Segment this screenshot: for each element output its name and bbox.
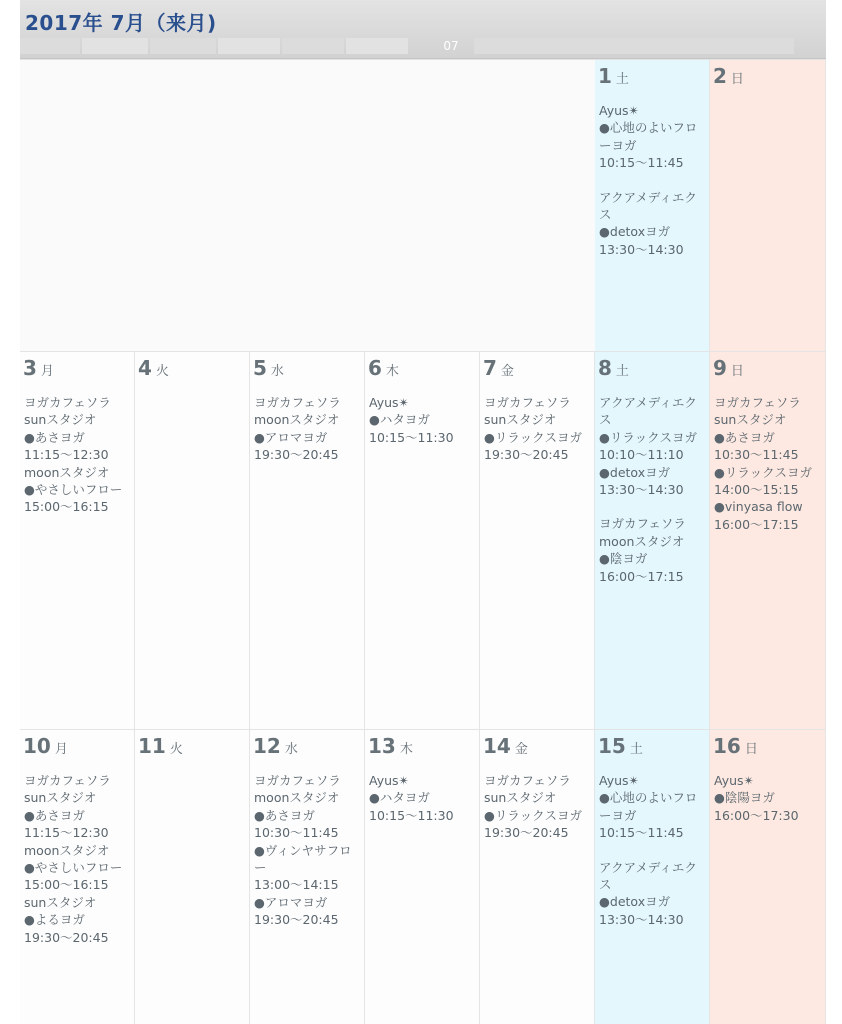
- day-of-week: 水: [284, 742, 298, 757]
- event-line[interactable]: 19:30〜20:45: [484, 825, 569, 841]
- event-line[interactable]: 14:00〜15:15: [714, 482, 799, 498]
- event-line[interactable]: アクアメディエク: [599, 395, 697, 410]
- day-cell-4[interactable]: [135, 351, 250, 729]
- event-line[interactable]: 19:30〜20:45: [484, 447, 569, 463]
- calendar: [20, 0, 826, 1024]
- event-line[interactable]: ●心地のよいフロ: [599, 790, 698, 806]
- event-line[interactable]: Ayus✴: [599, 773, 640, 788]
- event-list: [24, 394, 132, 516]
- event-line[interactable]: ス: [599, 207, 612, 223]
- event-list: [599, 772, 707, 928]
- event-line[interactable]: moonスタジオ: [254, 790, 340, 806]
- event-line[interactable]: ●陰陽ヨガ: [714, 790, 775, 806]
- day-cell-12[interactable]: [250, 729, 365, 1024]
- day-number: 6: [368, 356, 382, 380]
- event-list: [484, 394, 592, 464]
- event-line[interactable]: sunスタジオ: [484, 412, 557, 428]
- empty-day-cell: [20, 59, 595, 351]
- event-line[interactable]: 10:15〜11:45: [599, 825, 684, 841]
- event-list: [24, 772, 132, 946]
- day-header: [598, 734, 643, 758]
- day-header: [483, 734, 528, 758]
- event-spacer: [599, 498, 707, 515]
- event-line[interactable]: 13:30〜14:30: [599, 911, 684, 927]
- event-line[interactable]: 10:30〜11:45: [254, 825, 339, 841]
- event-line[interactable]: ●やさしいフロー: [24, 482, 123, 498]
- day-cell-1[interactable]: [595, 59, 710, 351]
- day-header: [483, 356, 514, 380]
- day-cell-10[interactable]: [20, 729, 135, 1024]
- event-line[interactable]: ヨガカフェソラ: [254, 395, 341, 410]
- event-line[interactable]: 10:15〜11:30: [369, 807, 454, 823]
- event-line[interactable]: 10:15〜11:45: [599, 155, 684, 171]
- event-line[interactable]: sunスタジオ: [714, 412, 787, 428]
- month-title: 2017年 7月（来月): [25, 11, 217, 35]
- day-number: 3: [23, 356, 37, 380]
- event-line[interactable]: ●あさヨガ: [714, 429, 775, 445]
- day-number: 10: [23, 734, 51, 758]
- event-list: [369, 394, 477, 446]
- calendar-header: [20, 0, 826, 59]
- month-scroller[interactable]: [20, 38, 800, 54]
- event-line[interactable]: 10:15〜11:30: [369, 429, 454, 445]
- event-line[interactable]: moonスタジオ: [24, 464, 110, 480]
- day-number: 15: [598, 734, 626, 758]
- day-cell-16[interactable]: [710, 729, 826, 1024]
- day-header: [598, 64, 629, 88]
- event-list: [599, 394, 707, 585]
- event-line[interactable]: ●よるヨガ: [24, 912, 85, 928]
- event-line[interactable]: ●リラックスヨガ: [599, 429, 698, 445]
- event-line[interactable]: Ayus✴: [369, 395, 410, 410]
- event-list: [714, 394, 823, 533]
- event-line[interactable]: ヨガカフェソラ: [484, 773, 571, 788]
- day-number: 12: [253, 734, 281, 758]
- event-line[interactable]: 16:00〜17:15: [714, 516, 799, 532]
- day-number: 2: [713, 64, 727, 88]
- event-line[interactable]: 13:30〜14:30: [599, 482, 684, 498]
- event-line[interactable]: 19:30〜20:45: [24, 929, 109, 945]
- day-cell-13[interactable]: [365, 729, 480, 1024]
- day-of-week: 水: [270, 364, 284, 379]
- event-line[interactable]: ーヨガ: [599, 137, 637, 153]
- day-cell-9[interactable]: [710, 351, 826, 729]
- event-line[interactable]: moonスタジオ: [24, 842, 110, 858]
- event-line[interactable]: Ayus✴: [369, 773, 410, 788]
- day-number: 5: [253, 356, 267, 380]
- event-line[interactable]: moonスタジオ: [254, 412, 340, 428]
- day-number: 11: [138, 734, 166, 758]
- event-line[interactable]: ヨガカフェソラ: [24, 395, 111, 410]
- day-of-week: 金: [514, 742, 528, 757]
- event-list: [369, 772, 477, 824]
- event-line[interactable]: 15:00〜16:15: [24, 499, 109, 515]
- day-of-week: 木: [399, 742, 413, 757]
- day-number: 16: [713, 734, 741, 758]
- event-line[interactable]: sunスタジオ: [484, 790, 557, 806]
- event-spacer: [599, 842, 707, 859]
- event-line[interactable]: 16:00〜17:30: [714, 807, 799, 823]
- current-month-indicator[interactable]: 07: [443, 39, 459, 53]
- day-cell-7[interactable]: [480, 351, 595, 729]
- day-cell-14[interactable]: [480, 729, 595, 1024]
- event-line[interactable]: ヨガカフェソラ: [24, 773, 111, 788]
- event-line[interactable]: ●陰ヨガ: [599, 551, 648, 567]
- event-line[interactable]: ●あさヨガ: [254, 807, 315, 823]
- day-of-week: 金: [500, 364, 514, 379]
- event-list: [714, 772, 823, 824]
- day-cell-3[interactable]: [20, 351, 135, 729]
- event-line[interactable]: ●アロマヨガ: [254, 894, 328, 910]
- day-number: 14: [483, 734, 511, 758]
- day-of-week: 土: [615, 364, 629, 379]
- day-of-week: 日: [730, 364, 744, 379]
- event-line[interactable]: sunスタジオ: [24, 412, 97, 428]
- event-line[interactable]: sunスタジオ: [24, 790, 97, 806]
- event-list: [599, 102, 707, 258]
- event-line[interactable]: ヨガカフェソラ: [254, 773, 341, 788]
- event-line[interactable]: 15:00〜16:15: [24, 877, 109, 893]
- day-of-week: 月: [54, 742, 68, 757]
- event-line[interactable]: 11:15〜12:30: [24, 825, 109, 841]
- event-line[interactable]: ーヨガ: [599, 807, 637, 823]
- day-header: [23, 734, 68, 758]
- event-line[interactable]: ●やさしいフロー: [24, 860, 123, 876]
- day-header: [368, 356, 399, 380]
- event-list: [254, 394, 362, 464]
- event-line[interactable]: ●アロマヨガ: [254, 429, 328, 445]
- event-line[interactable]: ●あさヨガ: [24, 429, 85, 445]
- day-number: 1: [598, 64, 612, 88]
- event-line[interactable]: ●detoxヨガ: [599, 224, 671, 240]
- calendar-week: [20, 59, 826, 351]
- event-line[interactable]: ●リラックスヨガ: [714, 464, 813, 480]
- event-line[interactable]: アクアメディエク: [599, 859, 697, 875]
- day-header: [713, 356, 744, 380]
- day-of-week: 土: [629, 742, 643, 757]
- event-line[interactable]: アクアメディエク: [599, 189, 697, 205]
- day-number: 9: [713, 356, 727, 380]
- event-line[interactable]: 13:30〜14:30: [599, 241, 684, 257]
- event-line[interactable]: ●detoxヨガ: [599, 464, 671, 480]
- day-of-week: 土: [615, 72, 629, 87]
- event-line[interactable]: sunスタジオ: [24, 894, 97, 910]
- day-number: 7: [483, 356, 497, 380]
- day-header: [253, 734, 298, 758]
- day-cell-5[interactable]: [250, 351, 365, 729]
- event-list: [484, 772, 592, 842]
- day-header: [713, 734, 758, 758]
- event-line[interactable]: ●リラックスヨガ: [484, 429, 583, 445]
- event-line[interactable]: 13:00〜14:15: [254, 877, 339, 893]
- day-header: [253, 356, 284, 380]
- event-line[interactable]: ●心地のよいフロ: [599, 120, 698, 136]
- event-line[interactable]: 10:30〜11:45: [714, 447, 799, 463]
- day-cell-11[interactable]: [135, 729, 250, 1024]
- day-header: [368, 734, 413, 758]
- event-line[interactable]: 11:15〜12:30: [24, 447, 109, 463]
- day-header: [23, 356, 54, 380]
- event-line[interactable]: ●detoxヨガ: [599, 894, 671, 910]
- day-header: [138, 356, 169, 380]
- day-of-week: 火: [169, 742, 183, 757]
- day-cell-2[interactable]: [710, 59, 826, 351]
- event-line[interactable]: ●ハタヨガ: [369, 412, 430, 428]
- event-line[interactable]: ●ヴィンヤサフロ: [254, 842, 352, 858]
- day-of-week: 月: [40, 364, 54, 379]
- event-spacer: [599, 172, 707, 189]
- day-header: [598, 356, 629, 380]
- event-line[interactable]: ●リラックスヨガ: [484, 807, 583, 823]
- event-list: [254, 772, 362, 929]
- day-number: 13: [368, 734, 396, 758]
- event-line[interactable]: ヨガカフェソラ: [714, 395, 801, 410]
- event-line[interactable]: ヨガカフェソラ: [599, 516, 686, 532]
- day-cell-8[interactable]: [595, 351, 710, 729]
- day-of-week: 火: [155, 364, 169, 379]
- event-line[interactable]: 16:00〜17:15: [599, 568, 684, 584]
- day-header: [138, 734, 183, 758]
- event-line[interactable]: ス: [599, 877, 612, 893]
- event-line[interactable]: ●vinyasa flow: [714, 499, 803, 515]
- calendar-week: [20, 729, 826, 1024]
- day-of-week: 日: [730, 72, 744, 87]
- event-line[interactable]: Ayus✴: [599, 103, 640, 118]
- day-cell-15[interactable]: [595, 729, 710, 1024]
- event-line[interactable]: moonスタジオ: [599, 533, 685, 549]
- event-line[interactable]: ●あさヨガ: [24, 807, 85, 823]
- day-number: 4: [138, 356, 152, 380]
- calendar-week: [20, 351, 826, 729]
- day-of-week: 木: [385, 364, 399, 379]
- event-line[interactable]: ス: [599, 412, 612, 428]
- event-line[interactable]: ヨガカフェソラ: [484, 395, 571, 410]
- day-number: 8: [598, 356, 612, 380]
- event-line[interactable]: ー: [254, 860, 267, 876]
- event-line[interactable]: 19:30〜20:45: [254, 912, 339, 928]
- event-line[interactable]: 10:10〜11:10: [599, 447, 684, 463]
- day-cell-6[interactable]: [365, 351, 480, 729]
- event-line[interactable]: ●ハタヨガ: [369, 790, 430, 806]
- event-line[interactable]: Ayus✴: [714, 773, 755, 788]
- day-header: [713, 64, 744, 88]
- day-of-week: 日: [744, 742, 758, 757]
- event-line[interactable]: 19:30〜20:45: [254, 447, 339, 463]
